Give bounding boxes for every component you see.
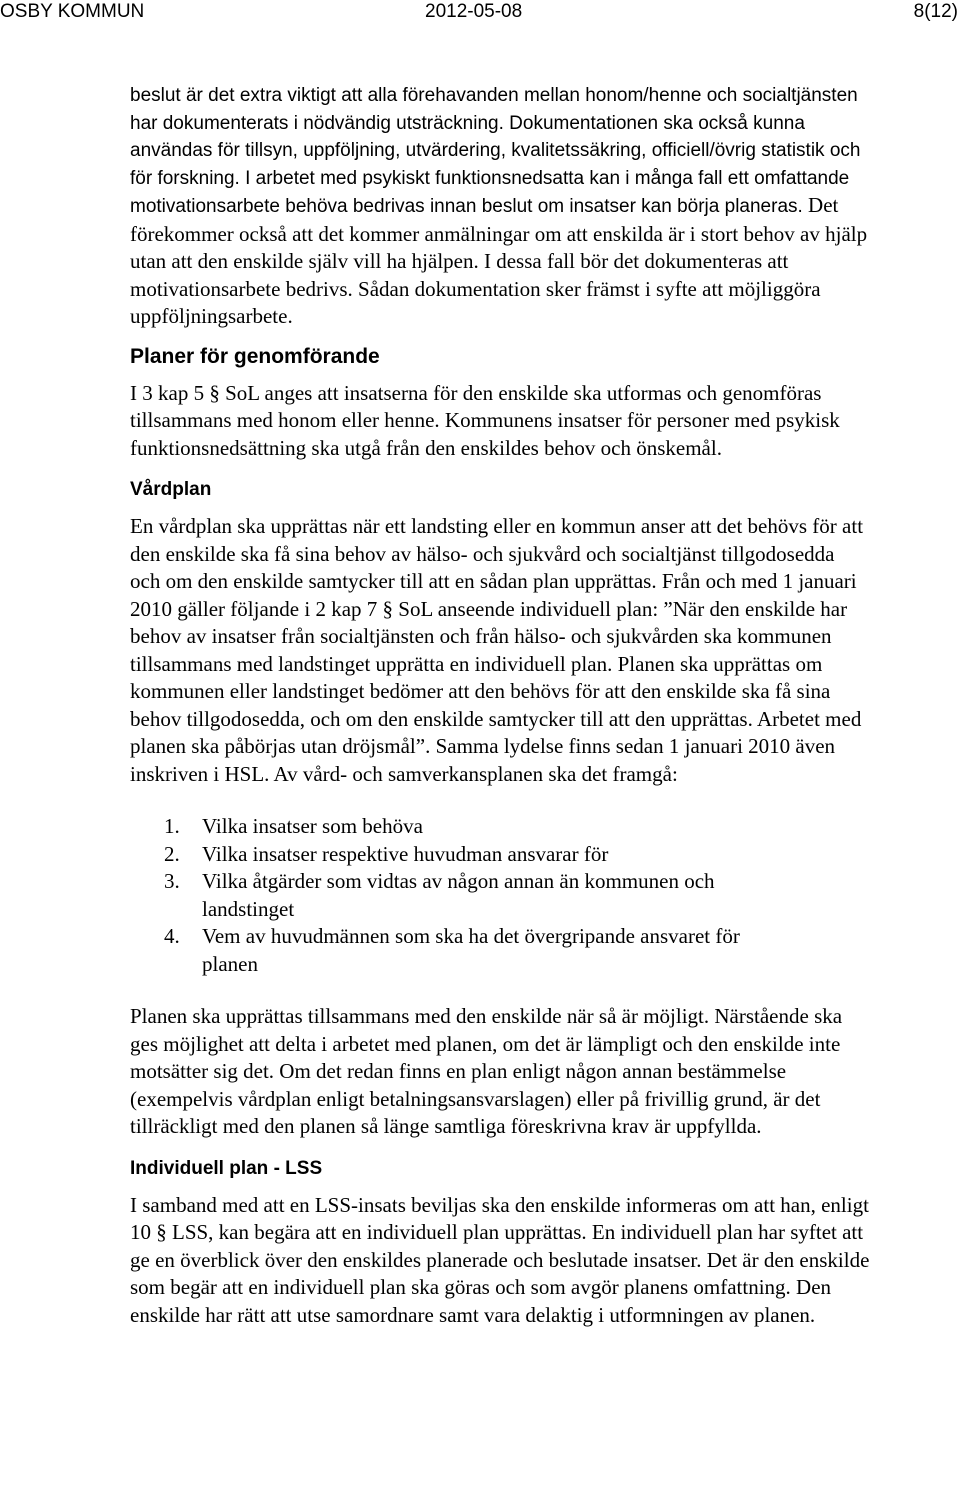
heading-individuell-plan-lss: Individuell plan - LSS [130,1157,323,1179]
intro-text-serif: Det förekommer också att det kommer anmälningar om att enskilda är i stort behov av hjälp utan att den enskilde själv vill ha hjälpen. I dessa fall bör det dokumenteras att motivationsarbete bedrivs. Sådan dokumentation sker främst i syfte att möjliggöra uppföljningsarbete. [130,193,868,328]
list-item-number: 2. [164,841,180,866]
list-item [130,923,870,978]
document-body [130,82,870,1329]
list-item-number: 1. [164,814,180,838]
header-date: 2012-05-08 [425,1,523,22]
list-item [130,813,870,841]
heading-vardplan: Vårdplan [130,479,212,500]
vardplan-list [130,813,870,978]
intro-text-sans: beslut är det extra viktigt att alla förehavanden mellan honom/henne och socialtjänsten har dokumenterats i nödvändig utsträckning. Dokumentationen ska också kunna användas för tillsyn, uppföljning, utvärdering, kvalitetssäkring, officiell/övrig statistik och för forskning. I arbetet med psykiskt funktionsnedsatta kan i många fall ett omfattande motivationsarbete behöva bedrivas innan beslut om insatser kan börja planeras. [130,85,861,217]
list-item [130,841,870,869]
intro-paragraph [130,82,870,331]
list-item-text: Vilka insatser respektive huvudman ansvarar för [202,841,609,866]
list-item-number: 3. [164,869,180,893]
list-item [130,868,870,923]
lss-paragraph: I samband med att en LSS-insats beviljas ska den enskilde informeras om att han, enligt 10 § LSS, kan begära att en individuell plan upprättas. En individuell plan har syftet att ge en överblick över den enskildes planerade och beslutade insatser. Det är den enskilde som begär att en individuell plan ska göras och som avgör planens omfattning. Den enskilde har rätt att utse samordnare samt vara delaktig i utformningen av planen. [130,1192,870,1327]
header-page-number: 8(12) [913,1,958,22]
page-header [0,0,960,24]
vardplan-paragraph: En vårdplan ska upprättas när ett landsting eller en kommun anser att det behövs för att den enskilde ska få sina behov av hälso- och sjukvård och socialtjänst tillgodosedda och om den enskilde samtycker till att en sådan plan upprättas. Från och med 1 januari 2010 gäller följande i 2 kap 7 § SoL anseende individuell plan: ”När den enskilde har behov av insatser från socialtjänsten och från hälso- och sjukvården ska kommunen tillsammans med landstinget upprätta en individuell plan. Planen ska upprättas om kommunen eller landstinget bedömer att den behövs för att den enskilde ska få sina behov tillgodosedda, och om den enskilde samtycker till att den upprättas. Arbetet med planen ska påbörjas utan dröjsmål”. Samma lydelse finns sedan 1 januari 2010 även inskriven i HSL. Av vård- och samverkansplanen ska det framgå: [130,514,864,786]
after-list-paragraph: Planen ska upprättas tillsammans med den enskilde när så är möjligt. Närstående ska ges möjlighet att delta i arbetet med planen, om det är lämpligt och den enskilde inte motsätter sig det. Om det redan finns en plan enligt någon annan bestämmelse (exempelvis vårdplan enligt betalningsansvarslagen) eller på frivillig grund, är det tillräckligt med den planen så länge samtliga föreskrivna krav är uppfyllda. [130,1004,843,1138]
planer-paragraph: I 3 kap 5 § SoL anges att insatserna för den enskilde ska utformas och genomföras tillsammans med honom eller henne. Kommunens insatser för personer med psykisk funktionsnedsättning ska utgå från den enskildes behov och önskemål. [130,380,840,460]
header-organization: OSBY KOMMUN [0,1,145,22]
list-item-text: Vem av huvudmännen som ska ha det övergripande ansvaret för planen [202,924,740,976]
list-item-number: 4. [164,924,180,948]
list-item-text: Vilka insatser som behöva [202,814,423,838]
list-item-text: Vilka åtgärder som vidtas av någon annan än kommunen och landstinget [202,869,715,921]
heading-planer: Planer för genomförande [130,344,380,368]
